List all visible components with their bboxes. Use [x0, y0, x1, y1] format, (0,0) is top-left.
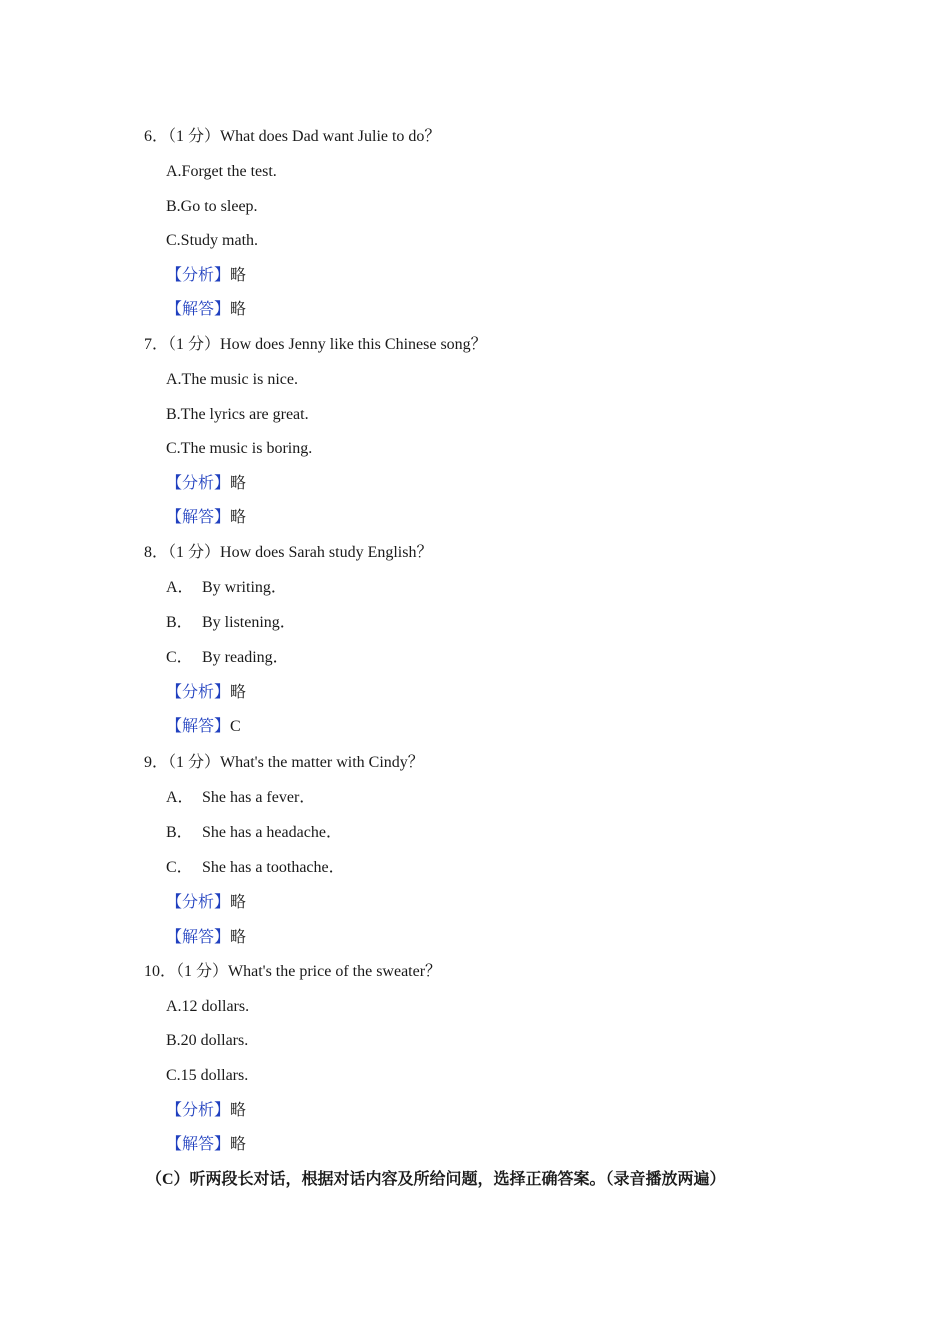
question-8-option-c: C． By reading．: [166, 649, 289, 666]
question-7-option-c: C.The music is boring.: [166, 440, 313, 457]
question-10-option-c: C.15 dollars.: [166, 1067, 249, 1084]
answer-tag: 【解答】: [166, 509, 231, 526]
question-text: How does Jenny like this Chinese song？: [220, 336, 487, 353]
answer-tag: 【解答】: [166, 301, 231, 318]
question-text: What's the price of the sweater？: [228, 963, 442, 980]
question-6-option-c: C.Study math.: [166, 232, 259, 249]
question-score: （1 分）: [168, 128, 221, 145]
question-9-option-c: C． She has a toothache．: [166, 859, 345, 876]
question-number: 6．: [144, 128, 169, 145]
question-8-analysis: 【分析】略: [166, 684, 247, 701]
answer-tag: 【解答】: [166, 1136, 231, 1153]
analysis-tag: 【分析】: [166, 475, 231, 492]
question-9-stem: [144, 753, 424, 773]
question-6-option-b: B.Go to sleep.: [166, 198, 258, 215]
analysis-tag: 【分析】: [166, 894, 231, 911]
question-9-option-b: B． She has a headache．: [166, 824, 342, 841]
analysis-tag: 【分析】: [166, 267, 231, 284]
question-9-option-a: A． She has a fever．: [166, 789, 316, 806]
question-9-answer: 【解答】略: [166, 929, 247, 946]
question-10-option-a: A.12 dollars.: [166, 998, 250, 1015]
question-score: （1 分）: [176, 963, 229, 980]
analysis-tag: 【分析】: [166, 1102, 231, 1119]
question-7-answer: 【解答】略: [166, 509, 247, 526]
question-7-option-a: A.The music is nice.: [166, 371, 298, 388]
answer-tag: 【解答】: [166, 929, 231, 946]
question-10-analysis: 【分析】略: [166, 1102, 247, 1119]
question-number: 10．: [144, 963, 177, 980]
question-text: How does Sarah study English？: [220, 544, 433, 561]
question-6-analysis: 【分析】略: [166, 267, 247, 284]
question-10-option-b: B.20 dollars.: [166, 1032, 249, 1049]
question-6-option-a: A.Forget the test.: [166, 163, 277, 180]
question-text: What's the matter with Cindy？: [220, 754, 424, 771]
question-7-option-b: B.The lyrics are great.: [166, 406, 309, 423]
question-8-answer: 【解答】C: [166, 718, 241, 735]
section-heading: （C）听两段长对话，根据对话内容及所给问题，选择正确答案。（录音播放两遍）: [146, 1171, 726, 1188]
question-8-option-b: B． By listening．: [166, 614, 296, 631]
question-7-stem: [144, 335, 487, 355]
question-6-stem: [144, 127, 440, 147]
question-8-option-a: A． By writing．: [166, 579, 287, 596]
question-10-answer: 【解答】略: [166, 1136, 247, 1153]
question-10-stem: [144, 962, 441, 982]
question-number: 7．: [144, 336, 169, 353]
question-number: 9．: [144, 754, 169, 771]
question-number: 8．: [144, 544, 169, 561]
question-8-stem: [144, 543, 432, 563]
question-score: （1 分）: [168, 544, 221, 561]
question-score: （1 分）: [168, 754, 221, 771]
question-text: What does Dad want Julie to do？: [220, 128, 441, 145]
question-6-answer: 【解答】略: [166, 301, 247, 318]
question-7-analysis: 【分析】略: [166, 475, 247, 492]
analysis-tag: 【分析】: [166, 684, 231, 701]
question-9-analysis: 【分析】略: [166, 894, 247, 911]
question-score: （1 分）: [168, 336, 221, 353]
answer-tag: 【解答】: [166, 718, 231, 735]
